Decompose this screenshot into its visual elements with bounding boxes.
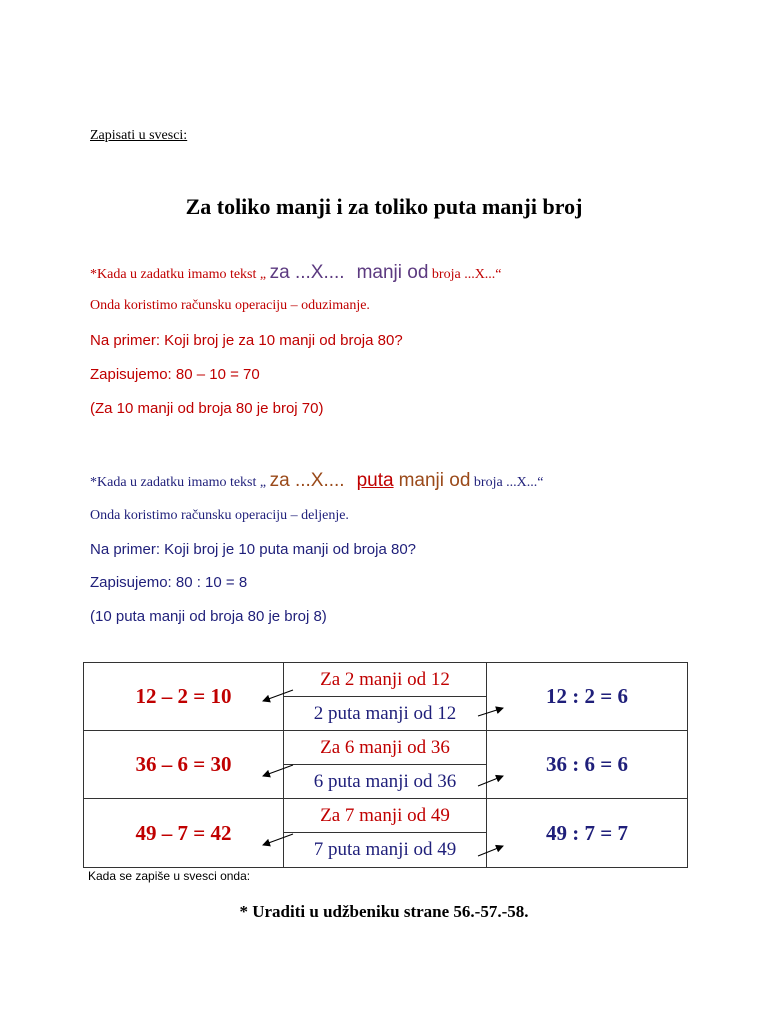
subtraction-cell: 12 – 2 = 10 xyxy=(84,663,284,730)
section1-operation: Onda koristimo računsku operaciju – oduzimanje. xyxy=(90,298,370,313)
division-cell: 49 : 7 = 7 xyxy=(546,820,628,845)
section2-intro-manji-od: manji od xyxy=(398,470,471,491)
section1-intro-text: *Kada u zadatku imamo tekst „ xyxy=(90,267,270,282)
table-row xyxy=(84,663,687,731)
table-row xyxy=(84,799,687,867)
homework-instruction: * Uraditi u udžbeniku strane 56.-57.-58. xyxy=(239,902,529,921)
section1-answer: (Za 10 manji od broja 80 je broj 70) xyxy=(90,400,324,417)
puta-manji-text: 6 puta manji od 36 xyxy=(313,771,457,792)
za-manji-text: Za 6 manji od 36 xyxy=(284,731,486,765)
page-title: Za toliko manji i za toliko puta manji broj xyxy=(185,194,583,219)
section1-notation: Zapisujemo: 80 – 10 = 70 xyxy=(90,366,260,383)
section1-intro-za: za ...X.... xyxy=(269,262,345,283)
section2-operation: Onda koristimo računsku operaciju – deljenje. xyxy=(90,508,349,523)
section1-example: Na primer: Koji broj je za 10 manji od broja 80? xyxy=(90,332,403,349)
za-manji-text: Za 2 manji od 12 xyxy=(284,663,486,697)
puta-manji-text: 7 puta manji od 49 xyxy=(313,839,457,860)
section2-intro xyxy=(90,470,544,492)
section2-intro-puta: puta xyxy=(356,470,394,491)
section1-intro-manji-od: manji od xyxy=(356,262,429,283)
section2-intro-za: za ...X.... xyxy=(269,470,345,491)
puta-manji-text: 2 puta manji od 12 xyxy=(313,703,457,724)
section2-notation: Zapisujemo: 80 : 10 = 8 xyxy=(90,574,248,591)
section1-intro-tail: broja ...X...“ xyxy=(428,267,502,282)
description-cell xyxy=(284,663,487,730)
note-header: Zapisati u svesci: xyxy=(90,128,188,143)
footer-note: Kada se zapiše u svesci onda: xyxy=(88,869,251,883)
section2-intro-tail: broja ...X...“ xyxy=(470,475,544,490)
description-cell xyxy=(284,799,487,867)
description-cell xyxy=(284,731,487,798)
table-row xyxy=(84,731,687,799)
subtraction-cell: 36 – 6 = 30 xyxy=(84,731,284,798)
section2-answer: (10 puta manji od broja 80 je broj 8) xyxy=(90,608,327,625)
division-cell: 36 : 6 = 6 xyxy=(546,752,628,776)
division-cell: 12 : 2 = 6 xyxy=(546,684,628,708)
subtraction-cell: 49 – 7 = 42 xyxy=(84,799,284,867)
section2-intro-text: *Kada u zadatku imamo tekst „ xyxy=(90,475,270,490)
section1-intro xyxy=(90,262,502,284)
calculation-table xyxy=(83,662,688,868)
section2-example: Na primer: Koji broj je 10 puta manji od broja 80? xyxy=(90,541,417,558)
za-manji-text: Za 7 manji od 49 xyxy=(284,799,486,833)
